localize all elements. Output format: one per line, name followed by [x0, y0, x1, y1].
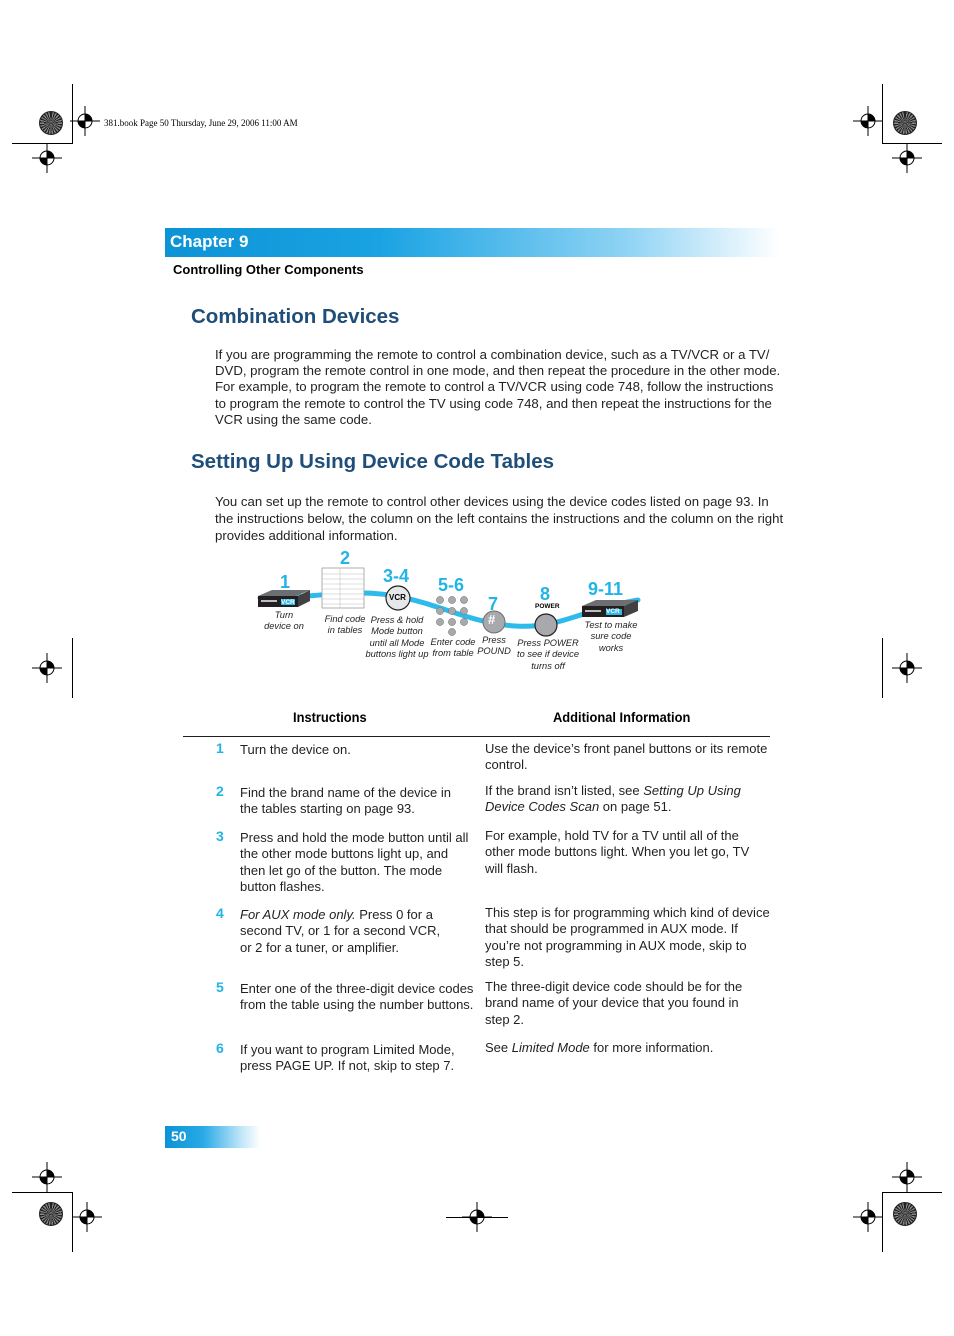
- diagram-step-number: 2: [340, 548, 351, 568]
- registration-star-icon: [893, 1202, 917, 1226]
- section-heading-combination: Combination Devices: [191, 305, 400, 328]
- diagram-caption-press-power: Press POWER to see if device turns off: [516, 638, 579, 671]
- print-slug: 381.book Page 50 Thursday, June 29, 2006 11:00 AM: [104, 118, 298, 128]
- registration-target-icon: [853, 1202, 883, 1232]
- registration-star-icon: [39, 111, 63, 135]
- diagram-step-number: 9-11: [588, 579, 624, 599]
- registration-star-icon: [893, 111, 917, 135]
- diagram-step-number: 1: [280, 572, 291, 592]
- instruction-text: For AUX mode only. Press 0 for a second TV, or 1 for a second VCR, or 2 for a tuner, or amplifier.: [240, 907, 441, 955]
- instruction-text: Find the brand name of the device in the tables starting on page 93.: [240, 785, 452, 817]
- diagram-caption-press-hold: Press & hold Mode button until all Mode buttons light up: [365, 615, 429, 659]
- diagram-caption-enter-code: Enter code from table: [430, 637, 476, 659]
- registration-target-icon: [32, 653, 62, 683]
- diagram-artwork: [250, 548, 650, 688]
- registration-target-icon: [32, 143, 62, 173]
- registration-target-icon: [70, 106, 100, 136]
- vcr-button-label: VCR: [389, 593, 406, 602]
- chapter-band: [165, 228, 780, 257]
- instruction-text: Press and hold the mode button until all the other mode buttons light up, and then let go of the button. The mode button flashes.: [240, 830, 469, 894]
- chapter-title: Chapter 9: [170, 232, 249, 251]
- vcr-label: VCR: [606, 608, 620, 615]
- additional-info-text: See Limited Mode for more information.: [485, 1040, 714, 1055]
- instruction-text: If you want to program Limited Mode, press PAGE UP. If not, skip to step 7.: [240, 1042, 455, 1074]
- section-body-setup: You can set up the remote to control other devices using the device codes listed on page 93. In the instructions below, the column on the left contains the instructions and the column on the right provides additional information.: [215, 494, 784, 543]
- power-label: POWER: [535, 603, 560, 610]
- step-number: 3: [216, 828, 224, 844]
- column-header-additional-info: Additional Information: [553, 709, 691, 725]
- instruction-text: Enter one of the three-digit device codes from the table using the number buttons.: [240, 981, 474, 1013]
- instruction-text: Turn the device on.: [240, 742, 351, 757]
- diagram-caption-test: Test to make sure code works: [584, 620, 638, 653]
- vcr-label: VCR: [281, 599, 295, 606]
- chapter-subtitle: Controlling Other Components: [173, 262, 364, 277]
- diagram-step-number: 8: [540, 584, 551, 604]
- step-number: 2: [216, 783, 224, 799]
- table-header-rule: [183, 736, 770, 737]
- diagram-caption-find-code: Find code in tables: [324, 614, 366, 636]
- section-heading-setup: Setting Up Using Device Code Tables: [191, 450, 554, 473]
- registration-target-icon: [32, 1162, 62, 1192]
- section-body-combination: If you are programming the remote to control a combination device, such as a TV/VCR or a TV/ DVD, program the remote control in one mode, and then repeat the procedure in the other mode. For example, to program the remote to control a TV/VCR using code 748, follow the instructions to program the remote to control the TV using code 748, and then repeat the instructions for the VCR using the same code.: [215, 347, 781, 427]
- diagram-step-number: 3-4: [383, 566, 410, 586]
- registration-target-icon: [72, 1202, 102, 1232]
- diagram-step-number: 5-6: [438, 575, 465, 595]
- step-number: 4: [216, 905, 224, 921]
- additional-info-text: If the brand isn’t listed, see Setting Up Using Device Codes Scan on page 51.: [485, 783, 741, 815]
- step-number: 1: [216, 740, 224, 756]
- column-header-instructions: Instructions: [293, 709, 367, 725]
- additional-info-text: The three-digit device code should be for the brand name of your device that you found in step 2.: [485, 979, 743, 1027]
- registration-target-icon: [892, 1162, 922, 1192]
- additional-info-text: This step is for programming which kind of device that should be programmed in AUX mode. If you’re not programming in AUX mode, skip to step 5.: [485, 905, 770, 969]
- diagram-caption-turn-on: Turn device on: [264, 610, 304, 632]
- power-button-icon: [535, 614, 557, 636]
- registration-star-icon: [39, 1202, 63, 1226]
- code-table-icon: [322, 568, 364, 608]
- additional-info-text: For example, hold TV for a TV until all of the other mode buttons light. When you let go, TV will flash.: [485, 828, 750, 876]
- step-number: 5: [216, 979, 224, 995]
- pound-symbol: #: [488, 612, 496, 627]
- diagram-caption-press-pound: Press POUND: [477, 635, 511, 657]
- step-number: 6: [216, 1040, 224, 1056]
- page-number: 50: [171, 1128, 187, 1144]
- additional-info-text: Use the device’s front panel buttons or its remote control.: [485, 741, 768, 773]
- registration-target-icon: [853, 106, 883, 136]
- diagram-step-number: 7: [488, 594, 499, 614]
- registration-target-icon: [892, 143, 922, 173]
- registration-target-icon: [892, 653, 922, 683]
